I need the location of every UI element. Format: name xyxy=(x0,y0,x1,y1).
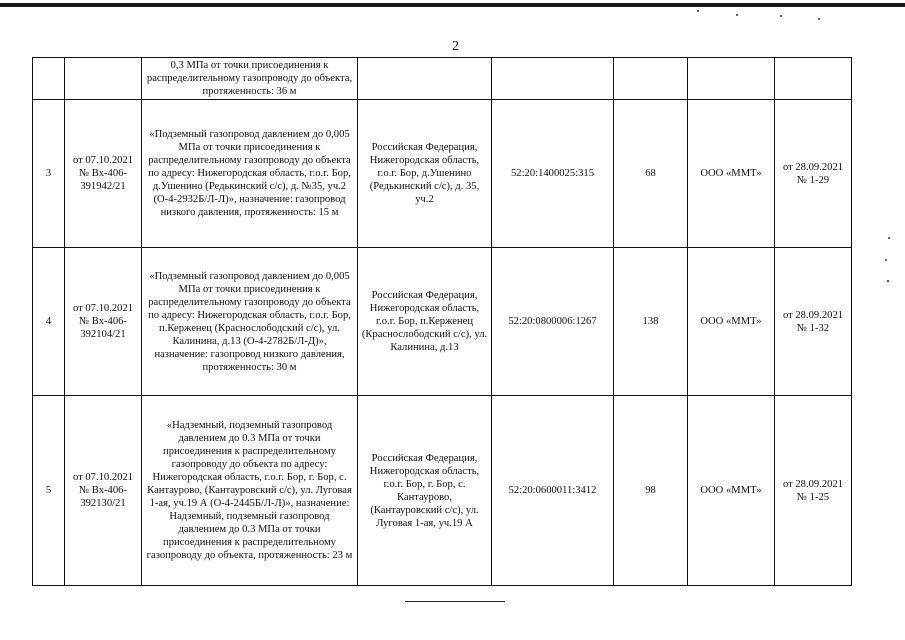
decision-cell xyxy=(775,58,852,100)
scan-speck xyxy=(818,18,820,20)
area-cell: 138 xyxy=(614,248,688,396)
decision-cell: от 28.09.2021 № 1-25 xyxy=(775,396,852,586)
row-number-cell: 3 xyxy=(33,100,65,248)
location-cell: Российская Федерация, Нижегородская область, г.о.г. Бор, д.Ушенино (Редькинский с/с), д. 35, уч.2 xyxy=(358,100,492,248)
object-description-cell: «Подземный газопровод давлением до 0,005 МПа от точки присоединения к распределительному газопроводу до объекта по адресу: Нижегородская область, г.о.г. Бор, д.Ушенино (Редькинский с/с), д. №35, уч.2 (О-4-2932Б/Л-Л)», назначение: газопровод низкого давления, протяженность: 15 м xyxy=(142,100,358,248)
cadastral-number-cell: 52:20:0600011:3412 xyxy=(492,396,614,586)
applicant-cell: ООО «ММТ» xyxy=(688,248,775,396)
scan-speck xyxy=(697,10,699,12)
area-cell: 98 xyxy=(614,396,688,586)
decision-cell: от 28.09.2021 № 1-32 xyxy=(775,248,852,396)
applicant-cell: ООО «ММТ» xyxy=(688,100,775,248)
applicant-cell xyxy=(688,58,775,100)
top-border-rule xyxy=(0,3,905,7)
area-cell xyxy=(614,58,688,100)
applicant-cell: ООО «ММТ» xyxy=(688,396,775,586)
location-cell xyxy=(358,58,492,100)
table-row xyxy=(33,396,852,586)
cadastral-number-cell xyxy=(492,58,614,100)
location-cell: Российская Федерация, Нижегородская область, г.о.г. Бор, г. Бор, с. Кантаурово, (Кантауровский с/с), ул. Луговая 1-ая, уч.19 А xyxy=(358,396,492,586)
area-cell: 68 xyxy=(614,100,688,248)
location-cell: Российская Федерация, Нижегородская область, г.о.г. Бор, п.Керженец (Краснослободский с/с), ул. Калинина, д.13 xyxy=(358,248,492,396)
scan-speck xyxy=(780,15,782,17)
row-number-cell xyxy=(33,58,65,100)
table-row xyxy=(33,248,852,396)
scan-speck xyxy=(887,280,889,282)
row-number-cell: 4 xyxy=(33,248,65,396)
object-description-cell: «Надземный, подземный газопровод давлением до 0.3 МПа от точки присоединения к распределительному газопроводу до объекта по адресу: Нижегородская область, г.о.г. Бор, г. Бор, с. Кантаурово, (Кантауровский с/с), ул. Луговая 1-ая, уч.19 А (О-4-2445Б/Л-Л)», назначение: Надземный, подземный газопровод давлением до 0.3 МПа от точки присоединения к распределительному газопроводу до объекта, протяженность: 23 м xyxy=(142,396,358,586)
request-cell xyxy=(65,58,142,100)
scan-speck xyxy=(888,237,890,239)
request-cell: от 07.10.2021 № Вх-406-391942/21 xyxy=(65,100,142,248)
request-cell: от 07.10.2021 № Вх-406-392130/21 xyxy=(65,396,142,586)
register-table xyxy=(32,57,852,586)
cadastral-number-cell: 52:20:1400025:315 xyxy=(492,100,614,248)
cadastral-number-cell: 52:20:0800006:1267 xyxy=(492,248,614,396)
footer-separator-line xyxy=(405,601,505,602)
object-description-cell: 0,3 МПа от точки присоединения к распределительному газопроводу до объекта, протяженность: 36 м xyxy=(142,58,358,100)
scan-speck xyxy=(885,259,887,261)
table-row xyxy=(33,58,852,100)
scan-speck xyxy=(736,14,738,16)
table-row xyxy=(33,100,852,248)
request-cell: от 07.10.2021 № Вх-406-392104/21 xyxy=(65,248,142,396)
decision-cell: от 28.09.2021 № 1-29 xyxy=(775,100,852,248)
row-number-cell: 5 xyxy=(33,396,65,586)
object-description-cell: «Подземный газопровод давлением до 0,005 МПа от точки присоединения к распределительному газопроводу до объекта по адресу: Нижегородская область, г.о.г. Бор, п.Керженец (Краснослободский с/с), ул. Калинина, д.13 (О-4-2782Б/Л-Д)», назначение: газопровод низкого давления, протяженность: 30 м xyxy=(142,248,358,396)
page-number: 2 xyxy=(452,39,459,54)
